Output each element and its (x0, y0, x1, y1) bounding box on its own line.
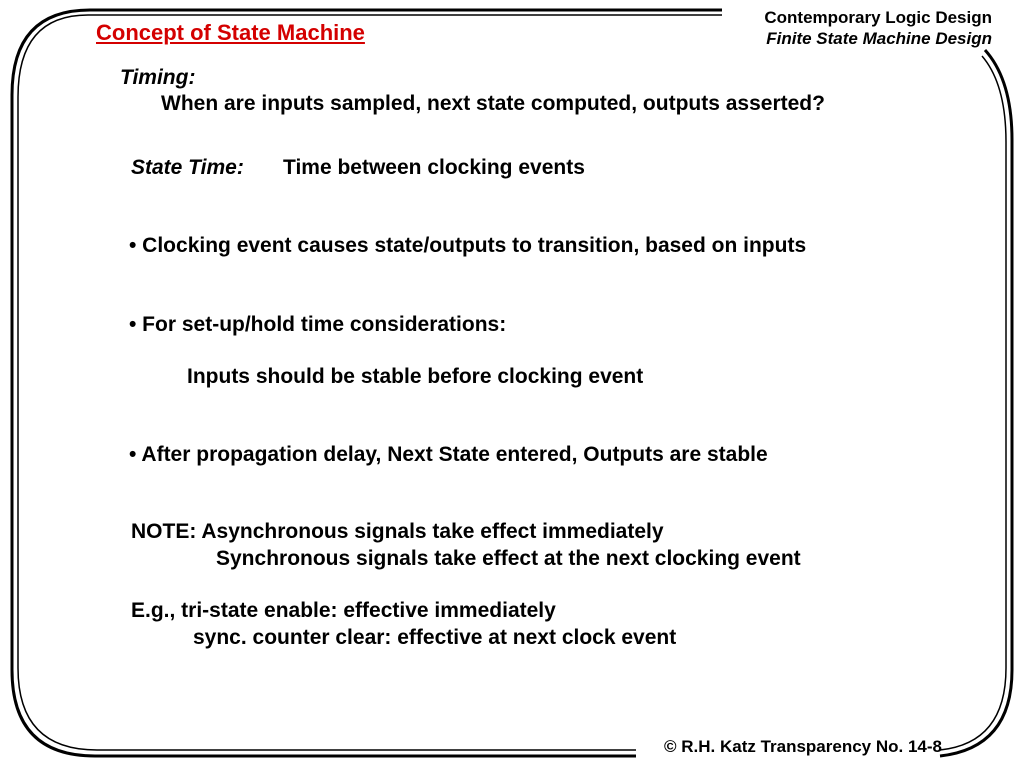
slide-title: Concept of State Machine (96, 20, 365, 45)
bullet-setup-hold: • For set-up/hold time considerations: (129, 313, 507, 336)
example-line-tristate: E.g., tri-state enable: effective immediately (131, 599, 556, 622)
course-title: Contemporary Logic Design (764, 8, 992, 27)
state-time-definition: Time between clocking events (283, 156, 585, 179)
bullet-clocking-event: • Clocking event causes state/outputs to transition, based on inputs (129, 234, 807, 257)
note-line-async: NOTE: Asynchronous signals take effect immediately (131, 520, 664, 543)
chapter-title: Finite State Machine Design (766, 29, 992, 48)
timing-heading: Timing: (120, 66, 196, 89)
setup-hold-detail: Inputs should be stable before clocking event (187, 365, 644, 388)
bullet-propagation: • After propagation delay, Next State entered, Outputs are stable (129, 443, 768, 466)
note-line-sync: Synchronous signals take effect at the next clocking event (216, 547, 801, 570)
example-line-counter: sync. counter clear: effective at next clock event (193, 626, 677, 649)
timing-question: When are inputs sampled, next state computed, outputs asserted? (161, 92, 825, 115)
state-time-label: State Time: (131, 156, 244, 179)
footer-credit: © R.H. Katz Transparency No. 14-8 (663, 737, 942, 756)
